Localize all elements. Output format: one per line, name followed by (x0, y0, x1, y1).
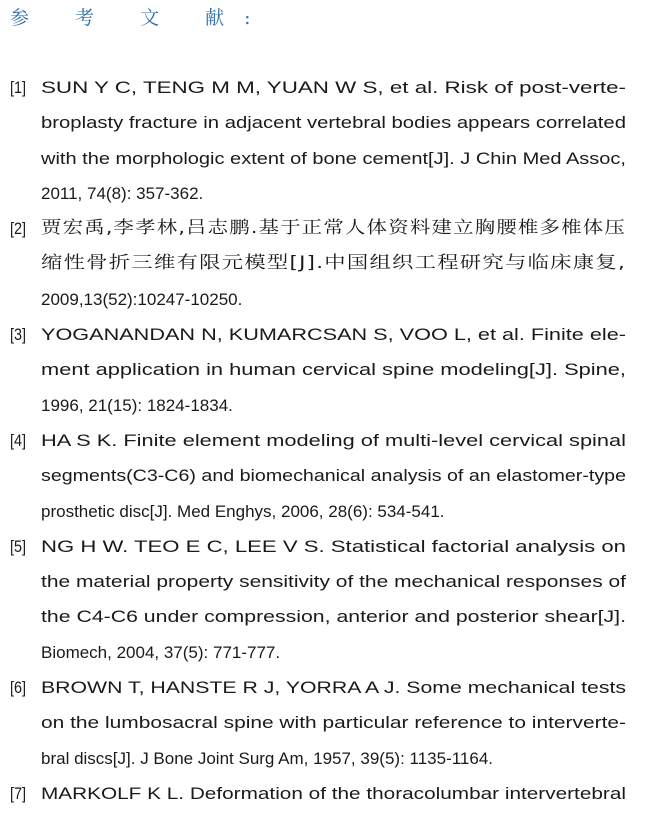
reference-line: the material property sensitivity of the mechanical responses of (41, 572, 626, 592)
reference-item-1 (10, 70, 626, 211)
reference-line: prosthetic disc[J]. Med Enghys, 2006, 28(6): 534-541. (41, 501, 445, 521)
reference-line: 2009,13(52):10247-10250. (41, 289, 243, 309)
reference-line: Biomech, 2004, 37(5): 771-777. (41, 642, 281, 662)
reference-item-7 (10, 776, 626, 811)
reference-line: SUN Y C, TENG M M, YUAN W S, et al. Risk of post-verte- (41, 78, 626, 97)
reference-number: [2] (10, 219, 27, 239)
reference-line: MARKOLF K L. Deformation of the thoracolumbar intervertebral (41, 783, 626, 803)
reference-item-2 (10, 211, 626, 317)
reference-line: HA S K. Finite element modeling of multi-level cervical spinal (41, 430, 626, 450)
reference-list (10, 70, 626, 811)
reference-line: broplasty fracture in adjacent vertebral bodies appears correlated (41, 113, 626, 133)
reference-line: 2011, 74(8): 357-362. (41, 183, 204, 203)
reference-number: [4] (10, 430, 27, 450)
reference-line: with the morphologic extent of bone cement[J]. J Chin Med Assoc, (41, 148, 626, 168)
reference-number: [1] (10, 78, 27, 97)
reference-number: [7] (10, 783, 27, 803)
reference-item-4 (10, 423, 626, 529)
reference-item-3 (10, 317, 626, 423)
reference-item-6 (10, 670, 626, 776)
reference-line: bral discs[J]. J Bone Joint Surg Am, 1957, 39(5): 1135-1164. (41, 748, 494, 768)
reference-line: BROWN T, HANSTE R J, YORRA A J. Some mechanical tests (41, 678, 626, 698)
reference-line: 缩性骨折三维有限元模型[J].中国组织工程研究与临床康复, (41, 253, 626, 274)
references-heading: 参 考 文 献: (10, 7, 271, 29)
reference-line: the C4-C6 under compression, anterior and posterior shear[J]. (41, 607, 626, 627)
reference-line: on the lumbosacral spine with particular reference to interverte- (41, 713, 626, 733)
reference-number: [3] (10, 325, 27, 345)
reference-number: [5] (10, 536, 27, 556)
reference-line: YOGANANDAN N, KUMARCSAN S, VOO L, et al. Finite ele- (41, 325, 626, 345)
reference-line: ment application in human cervical spine modeling[J]. Spine, (41, 360, 626, 380)
reference-item-5 (10, 529, 626, 670)
reference-line: segments(C3-C6) and biomechanical analysis of an elastomer-type (41, 466, 626, 486)
reference-number: [6] (10, 678, 27, 698)
reference-line: 1996, 21(15): 1824-1834. (41, 395, 233, 415)
reference-line: 贾宏禹,李孝林,吕志鹏.基于正常人体资料建立胸腰椎多椎体压 (41, 218, 626, 239)
reference-line: NG H W. TEO E C, LEE V S. Statistical factorial analysis on (41, 536, 626, 556)
